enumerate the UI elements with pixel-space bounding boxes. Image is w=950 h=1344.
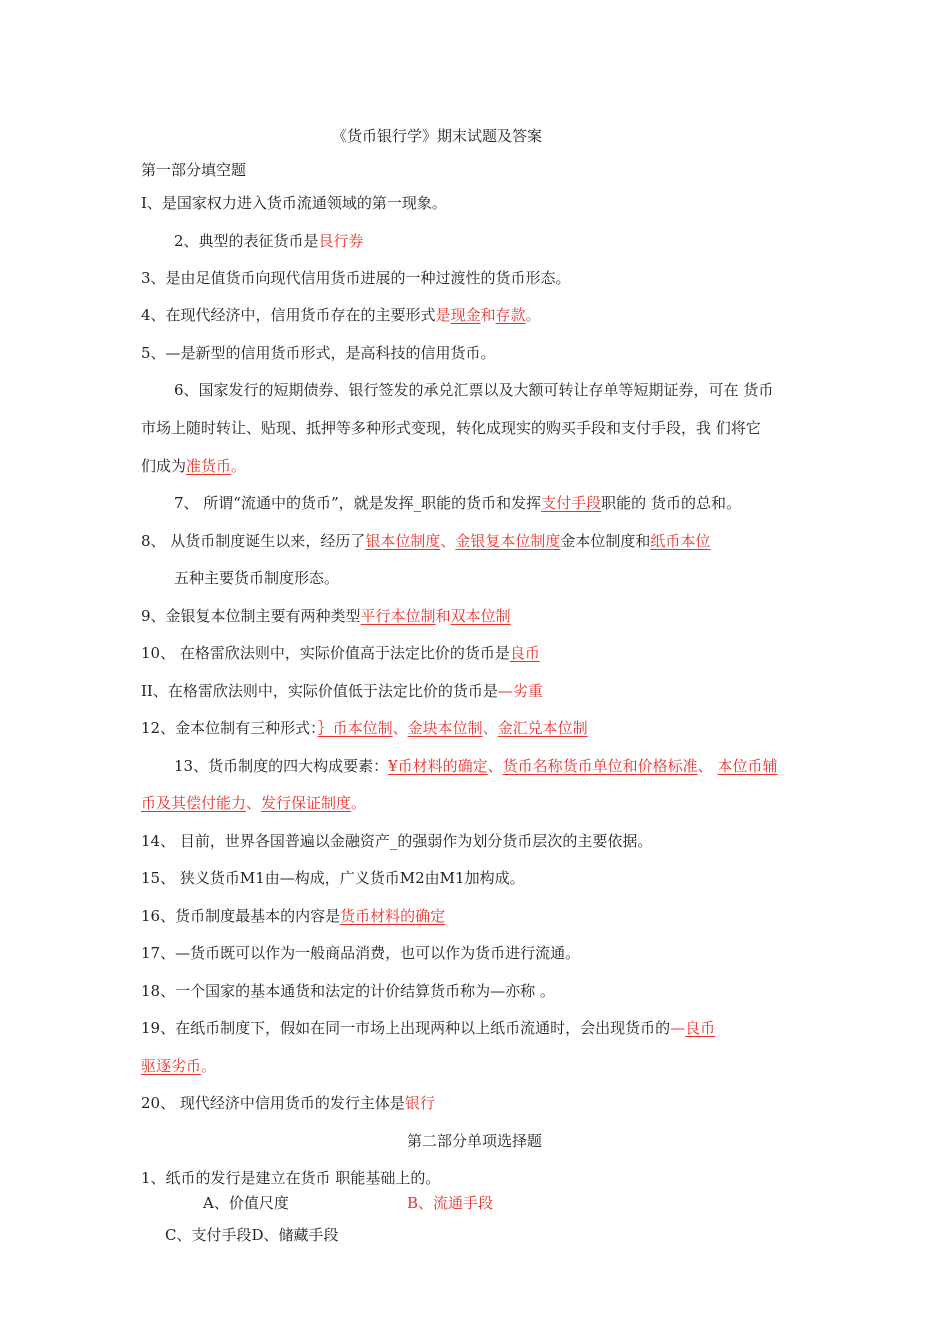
- question-text: 7、 所谓“流通中的货币”，就是发挥_职能的货币和发挥: [174, 494, 542, 512]
- question-text: 16、货币制度最基本的内容是: [141, 907, 341, 925]
- question-8-line-2: 五种主要货币制度形态。: [174, 569, 340, 587]
- document-title: 《货币银行学》期末试题及答案: [332, 127, 543, 145]
- question-text: 8、 从货币制度诞生以来，经历了: [141, 532, 366, 550]
- answer: —劣重: [497, 682, 543, 700]
- answer: 货币名称货币单位和价格标准: [502, 757, 698, 775]
- answer: ｝币本位制: [317, 719, 393, 737]
- answer: 现金: [450, 306, 481, 324]
- question-1: I、是国家权力进入货币流通领域的第一现象。: [141, 194, 447, 212]
- question-13-line-2: [141, 793, 366, 813]
- question-text: 2、典型的表征货币是: [174, 232, 319, 250]
- answer: 艮行券: [318, 232, 364, 250]
- answer: 准货币: [186, 457, 232, 475]
- question-text: 9、金银复本位制主要有两种类型: [141, 607, 361, 625]
- question-19: [141, 1018, 715, 1038]
- answer-text: 和: [480, 306, 496, 324]
- answer: 平行本位制: [360, 607, 436, 625]
- section-heading-multiple-choice: 第二部分单项选择题: [407, 1132, 543, 1150]
- question-11: [141, 681, 543, 701]
- question-7: [174, 493, 741, 513]
- question-15: 15、 狭义货币M1由—构成，广义货币M2由M1加构成。: [141, 869, 525, 887]
- question-text: 10、 在格雷欣法则中，实际价值高于法定比价的货币是: [141, 644, 510, 662]
- question-text: 19、在纸币制度下，假如在同一市场上出现两种以上纸币流通时，会出现货币的: [141, 1019, 671, 1037]
- mc-options-c-d: C、支付手段D、储藏手段: [165, 1226, 339, 1244]
- answer-text: 是: [435, 306, 451, 324]
- question-9: [141, 606, 511, 626]
- answer: 良币: [509, 644, 540, 662]
- question-6-line-3: [141, 456, 246, 476]
- question-text: 职能的 货币的总和。: [601, 494, 741, 512]
- question-14: 14、 目前，世界各国普遍以金融资产_的强弱作为划分货币层次的主要依据。: [141, 832, 653, 850]
- question-2: [174, 231, 364, 251]
- question-18: 18、一个国家的基本通货和法定的计价结算货币称为—亦称 。: [141, 982, 555, 1000]
- answer: 金银复本位制度: [455, 532, 561, 550]
- question-17: 17、—货币既可以作为一般商品消费，也可以作为货币进行流通。: [141, 944, 581, 962]
- question-10: [141, 643, 540, 663]
- question-text: 4、在现代经济中，信用货币存在的主要形式: [141, 306, 436, 324]
- question-3: 3、是由足值货币向现代信用货币进展的一种过渡性的货币形态。: [141, 269, 571, 287]
- question-text: 金本位制度和: [560, 532, 651, 550]
- answer: 驱逐劣币: [141, 1057, 202, 1075]
- answer: 币及其偿付能力: [141, 794, 247, 812]
- answer-text: 、: [482, 719, 498, 737]
- answer-text: 、: [697, 757, 718, 775]
- answer-text: 。: [351, 794, 367, 812]
- mc-option-a: A、价值尺度: [203, 1194, 289, 1212]
- mc-option-b-correct: B、流通手段: [407, 1194, 494, 1212]
- question-text: 们成为: [141, 457, 187, 475]
- question-6-line-2: 市场上随时转让、贴现、抵押等多种形式变现，转化成现实的购买手段和支付手段，我 们将它: [141, 419, 761, 437]
- answer-text: 。: [525, 306, 541, 324]
- answer-text: 、: [246, 794, 262, 812]
- answer: 支付手段: [541, 494, 602, 512]
- question-5: 5、—是新型的信用货币形式，是高科技的信用货币。: [141, 344, 496, 362]
- answer-text: 。: [201, 1057, 217, 1075]
- answer: 良币: [685, 1019, 716, 1037]
- question-16: [141, 906, 445, 926]
- section-heading-fill-blank: 第一部分填空题: [141, 161, 247, 179]
- answer: 银行: [404, 1094, 435, 1112]
- answer: 发行保证制度: [261, 794, 352, 812]
- question-text: 20、 现代经济中信用货币的发行主体是: [141, 1094, 405, 1112]
- question-text: II、在格雷欣法则中，实际价值低于法定比价的货币是: [141, 682, 498, 700]
- answer: 纸币本位: [650, 532, 711, 550]
- question-text: 12、金本位制有三种形式：: [141, 719, 318, 737]
- question-6-line-1: 6、国家发行的短期债券、银行签发的承兑汇票以及大额可转让存单等短期证券，可在 货币: [174, 381, 774, 399]
- answer-text: —: [670, 1019, 686, 1037]
- mc-question-1: 1、纸币的发行是建立在货币 职能基础上的。: [141, 1169, 441, 1187]
- answer: 金块本位制: [407, 719, 483, 737]
- answer: ¥币材料的确定: [388, 757, 488, 775]
- answer: 存款: [495, 306, 526, 324]
- answer: 金汇兑本位制: [497, 719, 588, 737]
- answer-text: 、: [440, 532, 456, 550]
- question-4: [141, 305, 541, 325]
- answer: 银本位制度: [365, 532, 441, 550]
- question-19-line-2: [141, 1056, 216, 1076]
- answer-text: 。: [231, 457, 247, 475]
- answer-text: 和: [435, 607, 451, 625]
- question-20: [141, 1093, 435, 1113]
- question-13: [174, 756, 777, 776]
- question-12: [141, 718, 588, 738]
- answer: 双本位制: [450, 607, 511, 625]
- answer: 本位币辅: [717, 757, 778, 775]
- answer-text: 、: [392, 719, 408, 737]
- question-text: 13、货币制度的四大构成要素：: [174, 757, 389, 775]
- answer: 货币材料的确定: [340, 907, 446, 925]
- answer-text: 、: [487, 757, 503, 775]
- question-8: [141, 531, 710, 551]
